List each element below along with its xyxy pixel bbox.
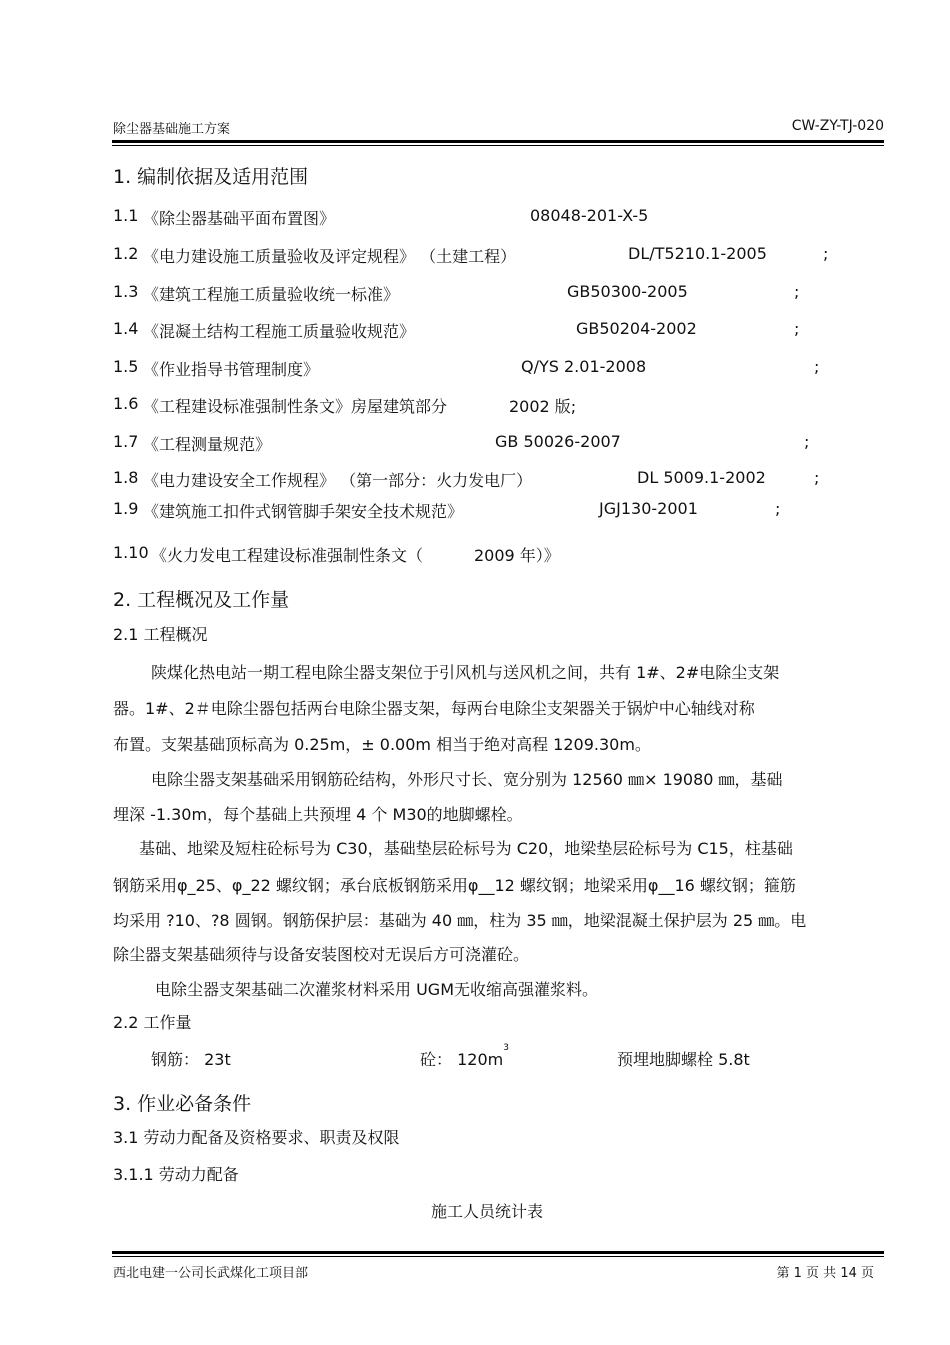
ref-code: 2002 版; [509,397,577,416]
ref-end: ; [794,282,800,301]
subsection-3-1-1-title: 3.1.1 劳动力配备 [113,1165,239,1184]
ref-title: 《电力建设施工质量验收及评定规程》 （土建工程） [143,247,517,266]
section-1-title: 1. 编制依据及适用范围 [113,166,309,188]
ref-title: 《建筑工程施工质量验收统一标准》 [143,285,400,304]
paragraph-line: 陕煤化热电站一期工程电除尘器支架位于引风机与送风机之间，共有 1#、2#电除尘支架 [151,663,780,682]
paragraph-line: 均采用 ?10、?8 圆钢。钢筋保护层：基础为 40 ㎜，柱为 35 ㎜，地梁混凝土保护层为 25 ㎜。电 [113,911,807,930]
ref-num: 1.6 [113,394,139,413]
ref-title: 《建筑施工扣件式钢管脚手架安全技术规范》 [143,502,464,521]
section-2-title: 2. 工程概况及工作量 [113,589,290,611]
paragraph-line: 布置。支架基础顶标高为 0.25m，± 0.00m 相当于绝对高程 1209.30m。 [113,735,651,754]
ref-end: ; [823,244,829,263]
workload-steel: 钢筋： 23t [151,1050,231,1069]
header-rule [112,140,884,143]
ref-end: ; [814,357,820,376]
ref-code: 2009 年）》 [474,546,560,565]
table-caption: 施工人员统计表 [431,1202,544,1221]
ref-end: ; [775,499,781,518]
ref-num: 1.8 [113,468,139,487]
paragraph-line: 钢筋采用φ_25、φ_22 螺纹钢；承台底板钢筋采用φ__12 螺纹钢；地梁采用φ__16 螺纹钢；箍筋 [113,876,796,895]
footer-rule [112,1251,884,1254]
ref-title: 《混凝土结构工程施工质量验收规范》 [143,322,416,341]
ref-code: GB50204-2002 [576,319,697,338]
ref-title: 《火力发电工程建设标准强制性条文（ [151,546,424,565]
subsection-2-2-title: 2.2 工作量 [113,1013,192,1032]
ref-num: 1.3 [113,282,139,301]
ref-num: 1.2 [113,244,139,263]
header-rule-thin [112,145,884,146]
paragraph-line: 除尘器支架基础须待与设备安装图校对无误后方可浇灌砼。 [113,945,530,964]
ref-code: Q/YS 2.01-2008 [521,357,647,376]
ref-end: ; [814,468,820,487]
ref-num: 1.7 [113,432,139,451]
ref-num: 1.9 [113,499,139,518]
ref-end: ; [794,319,800,338]
ref-num: 1.1 [113,206,139,225]
footer-organization: 西北电建一公司长武煤化工项目部 [113,1266,309,1281]
ref-title: 《工程建设标准强制性条文》房屋建筑部分 [143,397,448,416]
ref-title: 《工程测量规范》 [143,435,272,454]
subsection-2-1-title: 2.1 工程概况 [113,625,208,644]
ref-code: JGJ130-2001 [599,499,698,518]
paragraph-line: 基础、地梁及短柱砼标号为 C30，基础垫层砼标号为 C20，地梁垫层砼标号为 C15，柱基础 [139,839,793,858]
ref-code: 08048-201-X-5 [530,206,649,225]
footer-rule-thin [112,1256,884,1257]
workload-bolts: 预埋地脚螺栓 5.8t [617,1050,750,1069]
paragraph-line: 埋深 -1.30m，每个基础上共预埋 4 个 M30的地脚螺栓。 [113,805,523,824]
section-3-title: 3. 作业必备条件 [113,1093,252,1115]
workload-concrete: 砼： $120m^3$ [420,1043,509,1069]
document-code: CW-ZY-TJ-020 [791,118,884,134]
ref-end: ; [804,432,810,451]
ref-title: 《除尘器基础平面布置图》 [143,209,336,228]
page-number: 第 1 页 共 14 页 [776,1266,874,1281]
ref-code: DL/T5210.1-2005 [628,244,767,263]
ref-code: GB50300-2005 [567,282,688,301]
ref-code: DL 5009.1-2002 [637,468,766,487]
paragraph-line: 电除尘器支架基础二次灌浆材料采用 UGM无收缩高强灌浆料。 [155,980,599,999]
subsection-3-1-title: 3.1 劳动力配备及资格要求、职责及权限 [113,1128,400,1147]
ref-num: 1.5 [113,357,139,376]
ref-title: 《电力建设安全工作规程》 （第一部分：火力发电厂） [143,471,533,490]
ref-code: GB 50026-2007 [495,432,621,451]
ref-num: 1.4 [113,319,139,338]
header-title: 除尘器基础施工方案 [113,122,231,137]
ref-title: 《作业指导书管理制度》 [143,360,320,379]
paragraph-line: 电除尘器支架基础采用钢筋砼结构，外形尺寸长、宽分别为 12560 ㎜× 19080 ㎜，基础 [151,770,783,789]
paragraph-line: 器。1#、2＃电除尘器包括两台电除尘器支架，每两台电除尘支架器关于锅炉中心轴线对称 [113,699,755,718]
ref-num: 1.10 [113,543,149,562]
